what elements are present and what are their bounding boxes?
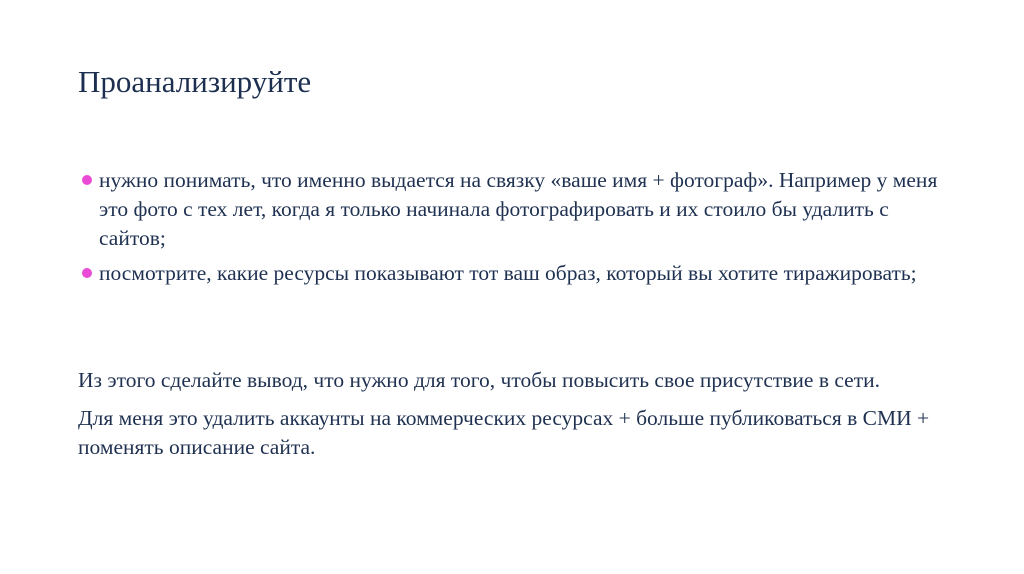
- conclusion-paragraph: Из этого сделайте вывод, что нужно для того, чтобы повысить свое присутствие в сети.: [78, 368, 880, 392]
- bullet-dot-icon: [82, 268, 92, 278]
- conclusion-paragraph: Для меня это удалить аккаунты на коммерческих ресурсах + больше публиковаться в СМИ + поменять описание сайта.: [78, 406, 930, 459]
- bullet-list: [80, 166, 960, 294]
- slide-title: Проанализируйте: [78, 64, 312, 99]
- bullet-item: [80, 259, 960, 288]
- bullet-text: нужно понимать, что именно выдается на связку «ваше имя + фотограф». Например у меня это фото с тех лет, когда я только начинала фотографировать и их стоило бы удалить с сайтов;: [99, 168, 938, 250]
- bullet-text: посмотрите, какие ресурсы показывают тот ваш образ, который вы хотите тиражировать;: [99, 261, 917, 285]
- bullet-item: [80, 166, 960, 253]
- bullet-dot-icon: [82, 175, 92, 185]
- conclusion-block: [78, 366, 958, 471]
